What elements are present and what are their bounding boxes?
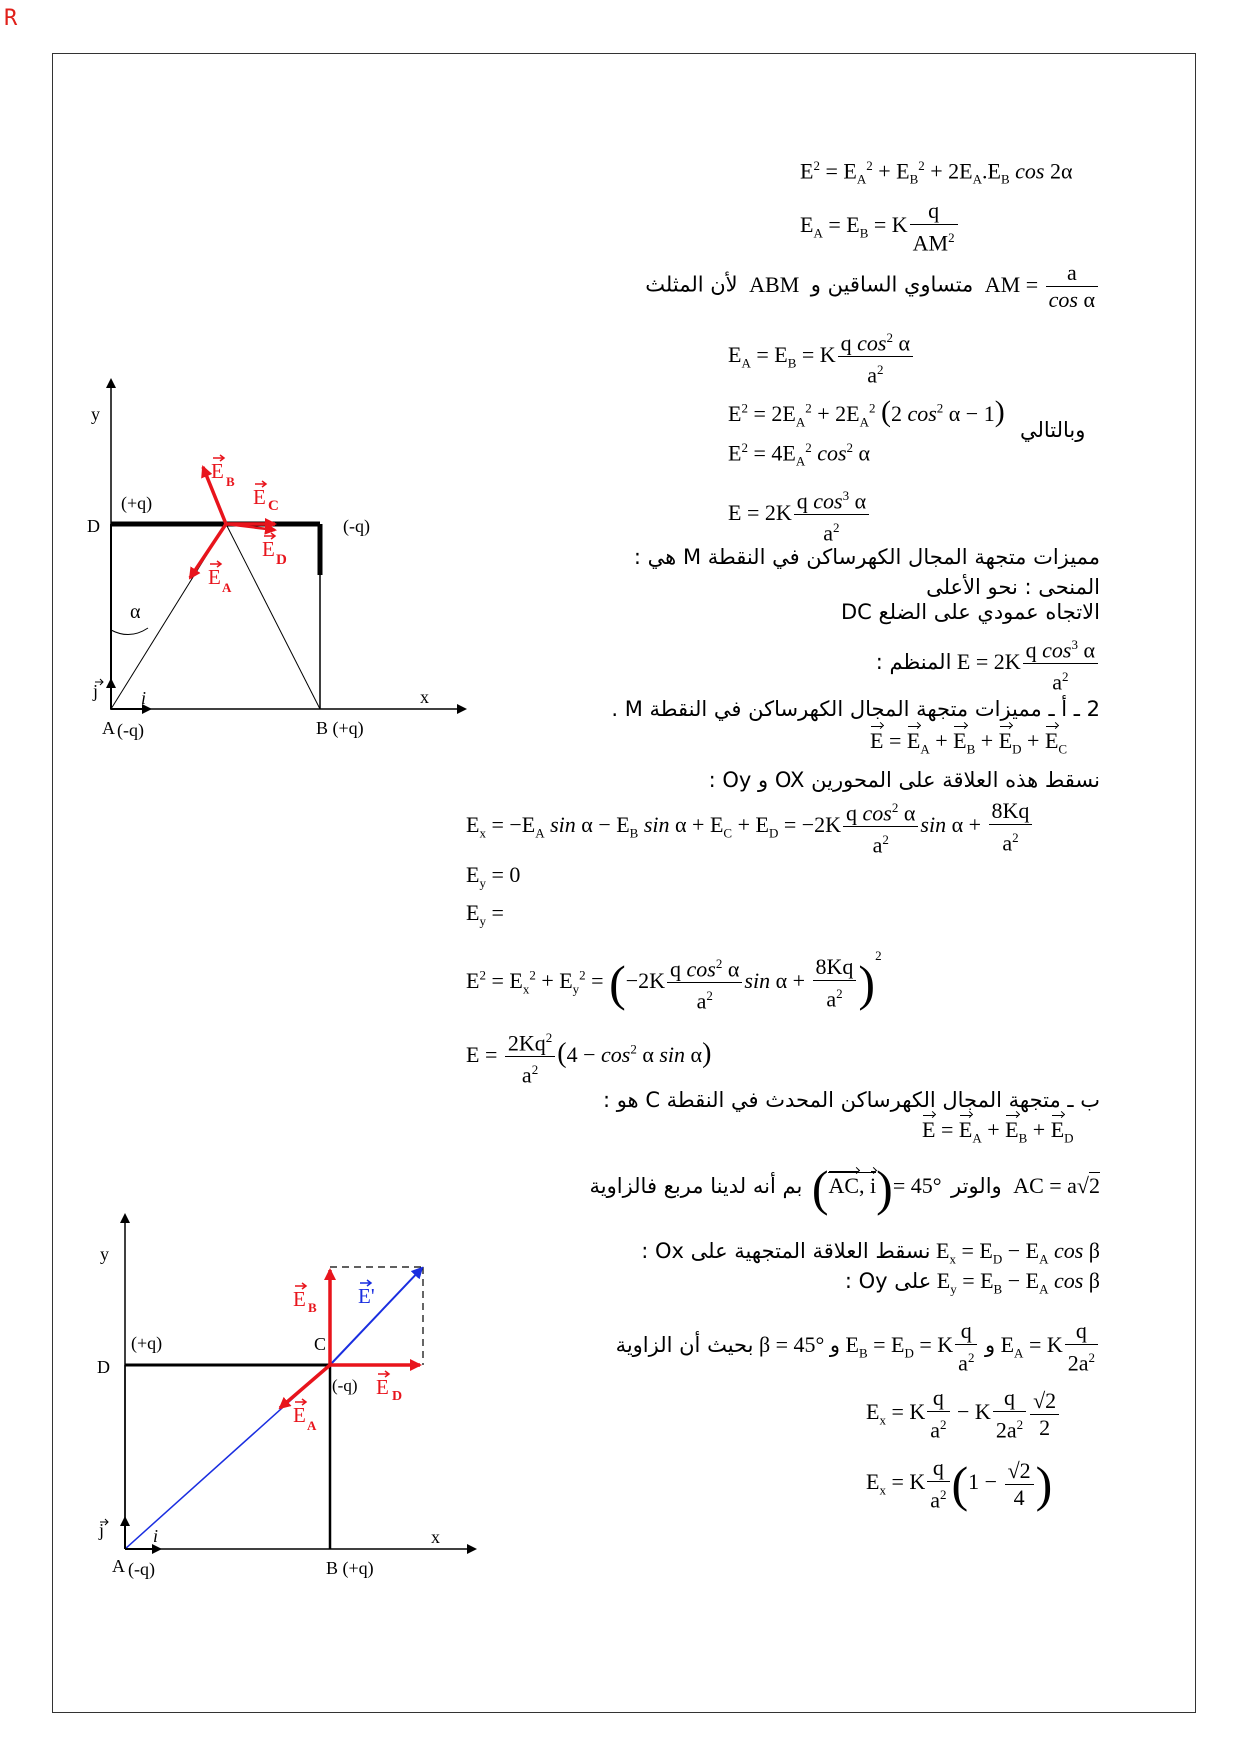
label-i: i	[153, 1526, 159, 1546]
label-D-charge: (+q)	[121, 493, 153, 513]
line-project-axes: نسقط هذه العلاقة على المحورين OX و Oy :	[708, 768, 1100, 792]
label-y: y	[91, 404, 100, 424]
label-C-charge: (-q)	[332, 1376, 358, 1395]
label-D: D	[97, 1357, 110, 1377]
svg-text:B: B	[226, 474, 235, 489]
line-project-ox: نسقط العلاقة المتجهية على Ox : $E_x = E_D - E_A$ cos β	[641, 1238, 1100, 1267]
svg-text:A: A	[307, 1418, 317, 1433]
heading-b: ب ـ متجهة المجال الكهرساكن المحدث في النقطة C هو :	[602, 1088, 1100, 1112]
eq-Ex-C-2: $E_x = K$ $\frac{q}{a^2}$ (1 − $\frac{√2}{4}$ )	[866, 1455, 1053, 1513]
label-so-then: وبالتالي	[1020, 418, 1086, 442]
label-EA: E	[208, 565, 221, 589]
label-A: A	[102, 718, 115, 738]
label-x: x	[420, 687, 429, 707]
line-angle-beta: بحيث أن الزاوية β = 45° و $E_B = E_D = K$ $\frac{q}{a^2}$ و $E_A = K$ $\frac{q}{2a^2}$	[400, 1318, 1100, 1376]
label-A-charge: (-q)	[128, 1559, 155, 1579]
label-EC: E	[253, 485, 266, 509]
eq-Ey-zero: $E_y = 0$	[466, 862, 521, 891]
heading-2a: 2 ـ أ ـ مميزات متجهة المجال الكهرساكن في النقطة M .	[611, 697, 1100, 721]
svg-text:D: D	[276, 552, 287, 568]
label-A: A	[112, 1556, 125, 1576]
label-x: x	[431, 1527, 440, 1547]
line-sense: الاتجاه عمودي على الضلع DC	[840, 600, 1100, 624]
line-project-oy: على Oy : $E_y = E_B - E_A$ cos β	[844, 1268, 1100, 1297]
label-ED: E	[262, 537, 275, 561]
label-C-charge: (-q)	[343, 516, 370, 536]
eq-E-result-M: E = 2K $\frac{q \cos^3 \alpha}{a^2}$	[728, 483, 871, 547]
svg-text:C: C	[268, 498, 279, 514]
label-i: i	[141, 688, 147, 708]
line-magnitude-M: المنظم : E = 2K $\frac{q \cos^3 \alpha}{a^2}$	[700, 632, 1100, 696]
label-EB: E	[293, 1287, 306, 1311]
label-E-prime: E'	[358, 1284, 375, 1308]
label-alpha: α	[130, 601, 141, 623]
eq-E-vector-sum-C: $E = E_A + E_B + E_D$	[922, 1117, 1074, 1146]
svg-text:B: B	[308, 1300, 317, 1315]
label-j: j	[93, 681, 99, 701]
eq-EA-cos2: $E_A = E_B = K$ $\frac{q \cos^2 \alpha}{a^2}$	[728, 325, 915, 389]
label-C: C	[314, 1334, 327, 1354]
eq-E-vector-sum-M: $E = E_A + E_B + E_D + E_C$	[870, 728, 1068, 757]
eq-Ex-M: $E_x = -E_A$ $\sin \alpha - E_B$ $\sin \alpha + E_C + E_D = -2K$ $\frac{q \cos^2 \alpha}{a^2}$ sin α + $\frac{8Kq}{a^2}$	[466, 795, 1034, 859]
corner-mark: R	[4, 6, 18, 31]
alpha-arc	[111, 628, 148, 635]
label-B-charge: B (+q)	[316, 718, 364, 738]
label-D-charge: (+q)	[131, 1333, 163, 1353]
eq-E2-simplified: $E^2 = 4E_A^2$ $\cos^2 \alpha$	[728, 440, 871, 469]
label-ED: E	[376, 1375, 389, 1399]
eq-EA-EB-coulomb: $E_A = E_B = K$ $\frac{q}{AM^2}$	[800, 198, 960, 256]
svg-text:D: D	[392, 1389, 403, 1404]
eq-Ex-C-1: $E_x = K$ $\frac{q}{a^2}$ − K $\frac{q}{2a^2}$ $\frac{√2}{2}$	[866, 1385, 1061, 1443]
label-A-charge: (-q)	[117, 720, 144, 740]
diagram-square-charges-M	[80, 370, 480, 740]
line-triangle-isosceles: لأن المثلث ABM متساوي الساقين و AM = $\frac{a}{\text{cos α}}$	[580, 260, 1100, 313]
label-D: D	[87, 516, 100, 536]
eq-E-final-M: E = $\frac{2Kq^2}{a^2}$ ($4 - \cos^2 \alpha$ sin α)	[466, 1025, 711, 1089]
diagram-square-charges-C	[80, 1205, 480, 1580]
line-square-angle: بم أنه لدينا مربع فالزاوية (AC, i)= 45° والوتر AC = a√2	[589, 1160, 1100, 1216]
label-B-charge: B (+q)	[326, 1558, 374, 1578]
label-j: j	[99, 1520, 105, 1540]
svg-text:A: A	[222, 580, 232, 595]
label-EA: E	[293, 1403, 306, 1427]
label-y: y	[100, 1244, 109, 1264]
eq-E2-components: $E^2 = E_x^2 + E_y^2 = (-2K$ $\frac{q \cos^2 \alpha}{a^2}$ sin α + $\frac{8Kq}{a^2}$ )$^2$	[466, 948, 882, 1014]
eq-Ey-blank: $E_y$ =	[466, 900, 504, 929]
line-characteristics-M: مميزات متجهة المجال الكهرساكن في النقطة M هي :	[633, 545, 1100, 569]
line-direction: المنحى : نحو الأعلى	[926, 575, 1100, 599]
eq-E2-expanded: $E^2 = 2E_A^2 + 2E_A^2$ (2 $\cos^2 \alpha - 1$)	[728, 395, 1005, 430]
eq-E2-law-of-cosines: $E^2 = E_A^2 + E_B^2 + 2E_A.E_B$ cos 2α	[800, 158, 1073, 187]
label-EB: E	[211, 459, 224, 483]
